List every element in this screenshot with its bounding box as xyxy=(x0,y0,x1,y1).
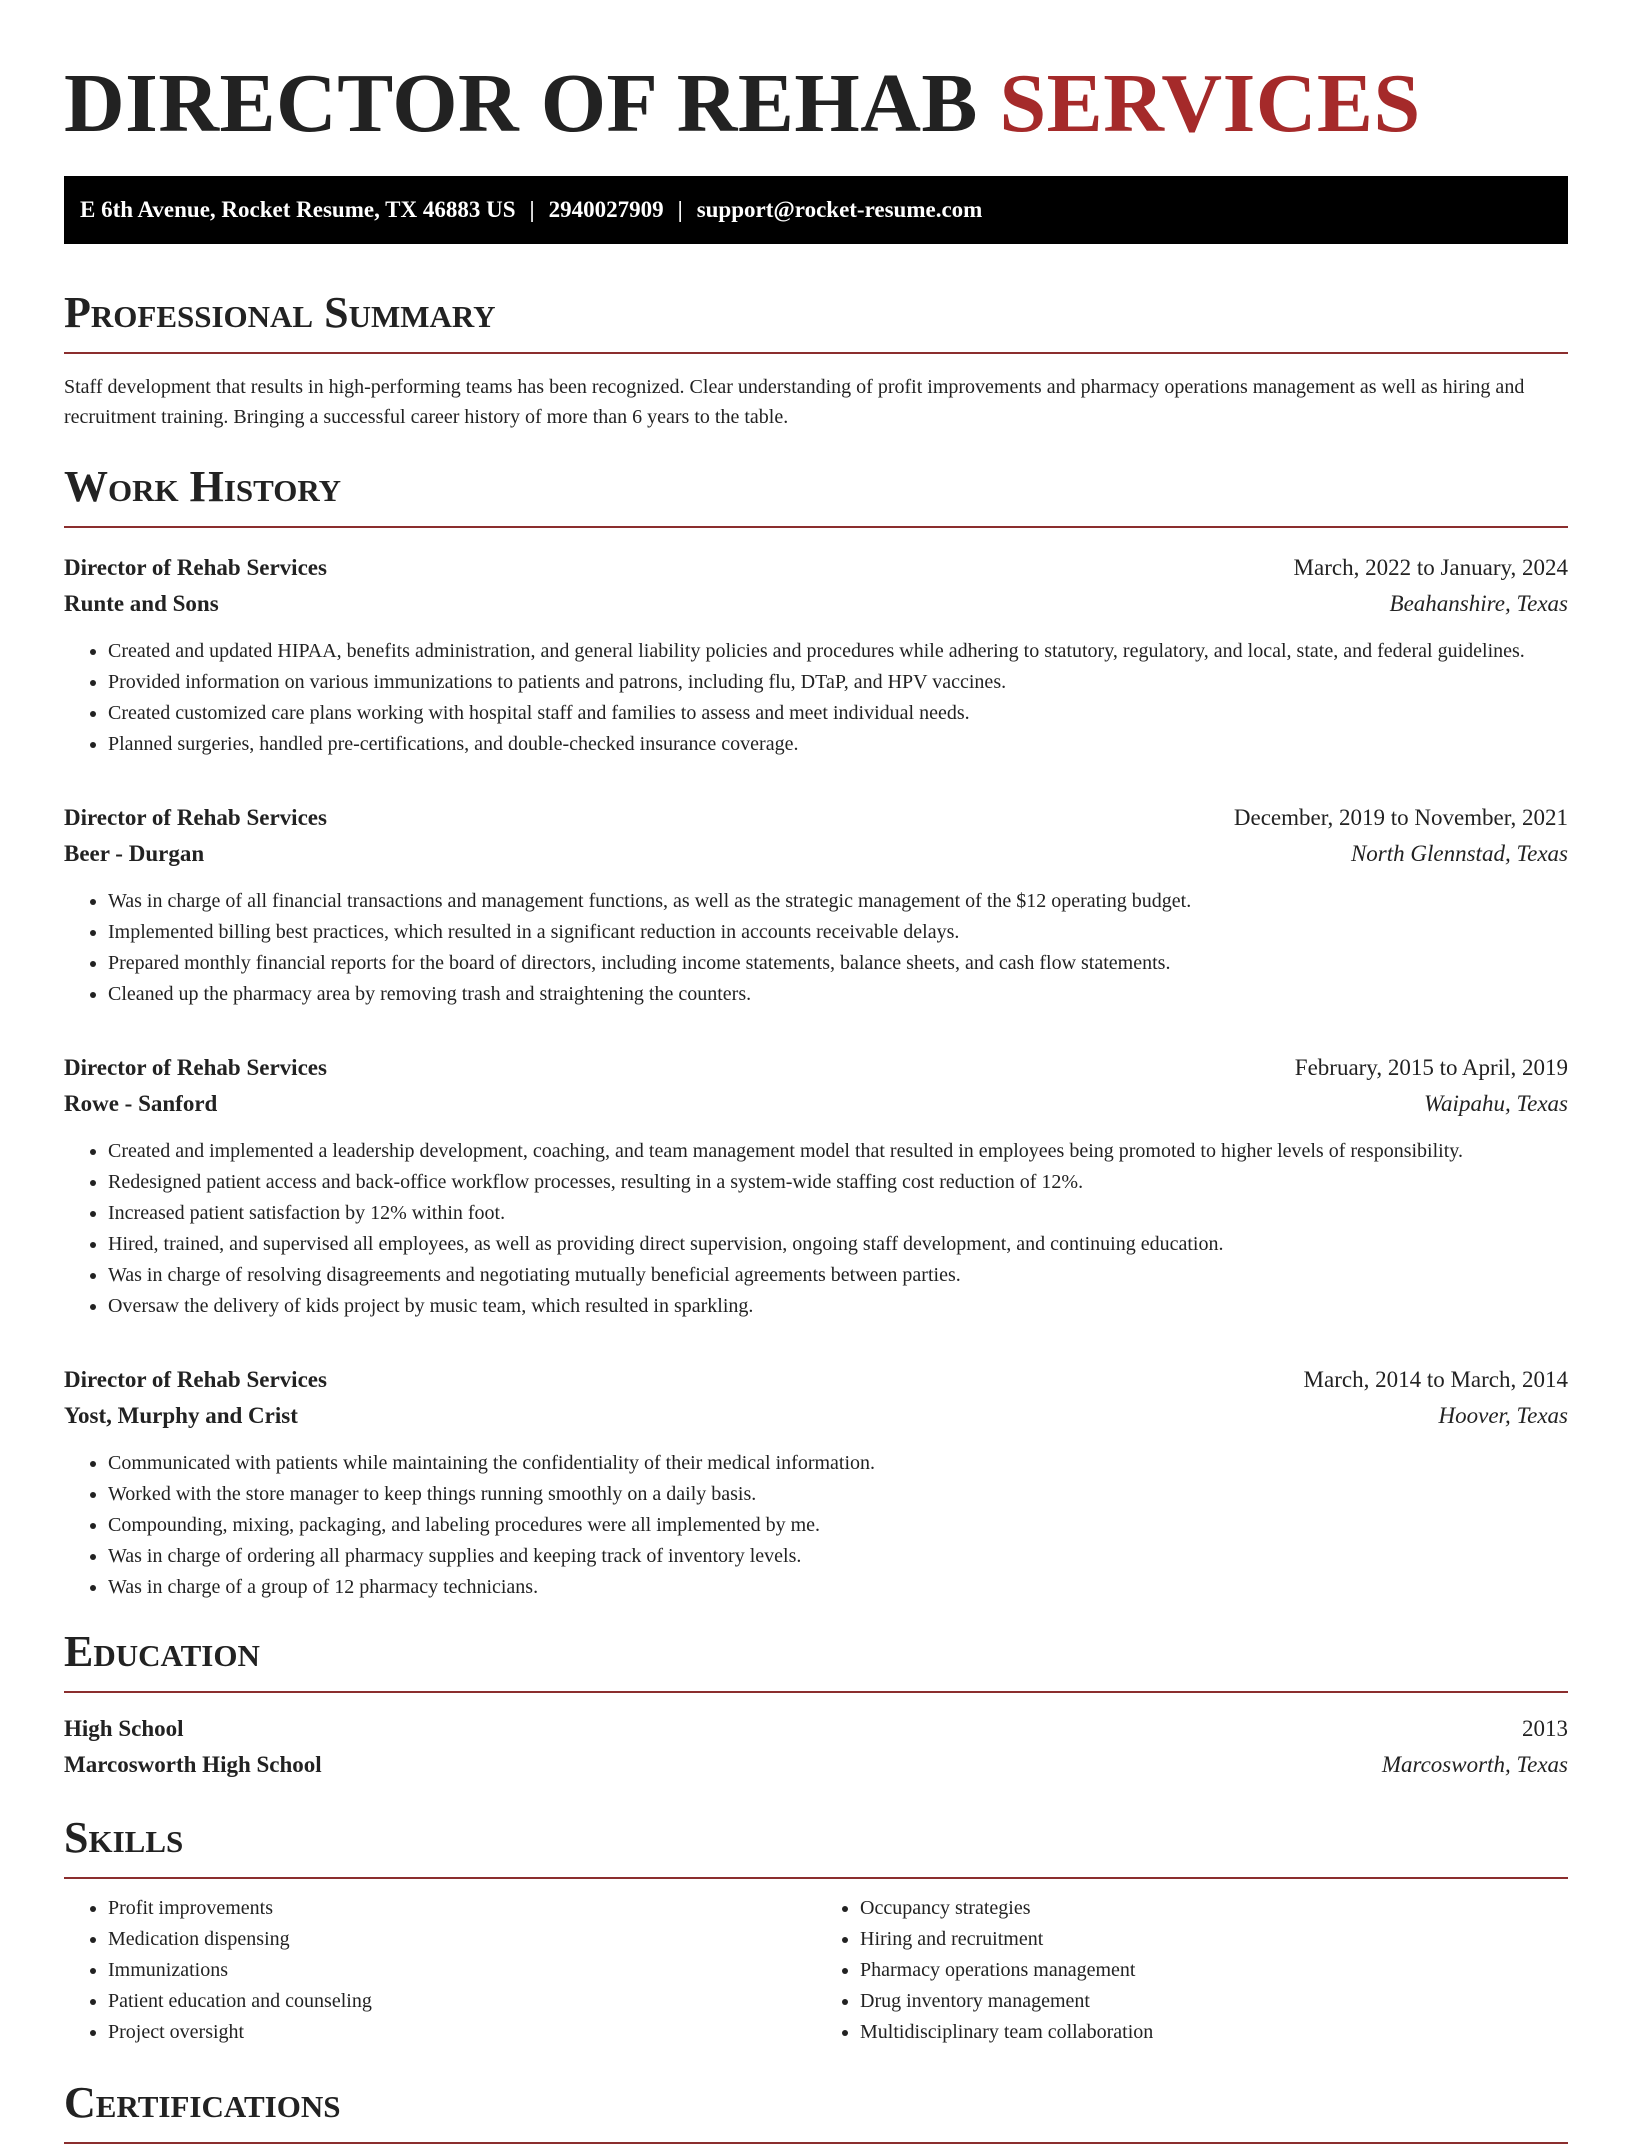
education-school-row xyxy=(64,1747,1568,1783)
job-bullet: • Prepared monthly financial reports for the board of directors, including income statements, balance sheets, and cash flow statements. xyxy=(108,948,1568,979)
title-accent: SERVICES xyxy=(999,57,1421,150)
job-dates: February, 2015 to April, 2019 xyxy=(1294,1055,1568,1080)
job-bullet: • Provided information on various immunizations to patients and patrons, including flu, DTaP, and HPV vaccines. xyxy=(108,667,1568,698)
job-entry xyxy=(64,800,1568,1010)
skills-section xyxy=(64,1813,1568,2048)
job-dates: March, 2022 to January, 2024 xyxy=(1293,555,1568,580)
job-bullets xyxy=(64,886,1568,1010)
job-bullet: • Worked with the store manager to keep things running smoothly on a daily basis. xyxy=(108,1479,1568,1510)
job-title: Director of Rehab Services xyxy=(64,1055,327,1080)
contact-address: E 6th Avenue, Rocket Resume, TX 46883 US xyxy=(80,197,516,222)
job-entry xyxy=(64,1050,1568,1322)
job-bullet: • Created and updated HIPAA, benefits administration, and general liability policies and procedures while adhering to statutory, regulatory, and local, state, and federal guidelines. xyxy=(108,636,1568,667)
contact-bar xyxy=(64,176,1568,244)
contact-separator: | xyxy=(529,197,535,222)
job-bullet: • Was in charge of all financial transactions and management functions, as well as the strategic management of the $12 operating budget. xyxy=(108,886,1568,917)
job-bullet: • Redesigned patient access and back-office workflow processes, resulting in a system-wide staffing cost reduction of 12%. xyxy=(108,1167,1568,1198)
education-section xyxy=(64,1627,1568,1783)
skill-item: • Medication dispensing xyxy=(108,1924,816,1955)
job-company: Yost, Murphy and Crist xyxy=(64,1403,298,1428)
job-bullet: • Was in charge of ordering all pharmacy supplies and keeping track of inventory levels. xyxy=(108,1541,1568,1572)
certifications-section xyxy=(64,2078,1568,2144)
contact-email[interactable]: support@rocket-resume.com xyxy=(696,197,983,222)
job-company-row xyxy=(64,836,1568,872)
work-history-section xyxy=(64,462,1568,1603)
job-company: Runte and Sons xyxy=(64,591,219,616)
job-bullet: • Cleaned up the pharmacy area by removing trash and straightening the counters. xyxy=(108,979,1568,1010)
job-bullets xyxy=(64,1136,1568,1322)
job-company: Beer - Durgan xyxy=(64,841,205,866)
job-company-row xyxy=(64,1086,1568,1122)
job-header-row xyxy=(64,1050,1568,1086)
contact-phone: 2940027909 xyxy=(548,197,664,222)
skill-item: • Project oversight xyxy=(108,2017,816,2048)
job-location: Beahanshire, Texas xyxy=(1389,591,1568,616)
job-title: Director of Rehab Services xyxy=(64,805,327,830)
skills-column-left xyxy=(64,1893,816,2048)
skills-heading: Skills xyxy=(64,1813,1568,1879)
job-bullet: • Increased patient satisfaction by 12% within foot. xyxy=(108,1198,1568,1229)
job-bullet: • Hired, trained, and supervised all employees, as well as providing direct supervision, ongoing staff development, and continuing education. xyxy=(108,1229,1568,1260)
job-bullet: • Planned surgeries, handled pre-certifications, and double-checked insurance coverage. xyxy=(108,729,1568,760)
job-company-row xyxy=(64,1398,1568,1434)
resume-page xyxy=(64,56,1568,2144)
education-degree-row xyxy=(64,1711,1568,1747)
education-school: Marcosworth High School xyxy=(64,1752,322,1777)
job-bullet: • Created and implemented a leadership development, coaching, and team management model that resulted in employees being promoted to higher levels of responsibility. xyxy=(108,1136,1568,1167)
education-year: 2013 xyxy=(1522,1716,1568,1741)
certifications-heading: Certifications xyxy=(64,2078,1568,2144)
job-bullet: • Communicated with patients while maintaining the confidentiality of their medical information. xyxy=(108,1448,1568,1479)
skills-grid xyxy=(64,1893,1568,2048)
summary-text: Staff development that results in high-performing teams has been recognized. Clear understanding of profit improvements and pharmacy operations management as well as hiring and recruitment training. Bringing a successful career history of more than 6 years to the table. xyxy=(64,376,1525,428)
job-title: Director of Rehab Services xyxy=(64,555,327,580)
job-bullets xyxy=(64,636,1568,760)
job-location: North Glennstad, Texas xyxy=(1350,841,1568,866)
job-title: Director of Rehab Services xyxy=(64,1367,327,1392)
skill-item: • Pharmacy operations management xyxy=(860,1955,1568,1986)
job-dates: December, 2019 to November, 2021 xyxy=(1233,805,1568,830)
job-bullet: • Implemented billing best practices, which resulted in a significant reduction in accounts receivable delays. xyxy=(108,917,1568,948)
summary-section xyxy=(64,288,1568,432)
skill-item: • Hiring and recruitment xyxy=(860,1924,1568,1955)
job-entry xyxy=(64,1362,1568,1603)
skill-item: • Immunizations xyxy=(108,1955,816,1986)
skill-item: • Occupancy strategies xyxy=(860,1893,1568,1924)
job-company-row xyxy=(64,586,1568,622)
job-bullet: • Was in charge of resolving disagreements and negotiating mutually beneficial agreements between parties. xyxy=(108,1260,1568,1291)
job-bullet: • Was in charge of a group of 12 pharmacy technicians. xyxy=(108,1572,1568,1603)
job-header-row xyxy=(64,550,1568,586)
summary-heading: Professional Summary xyxy=(64,288,1568,354)
work-history-heading: Work History xyxy=(64,462,1568,528)
education-location: Marcosworth, Texas xyxy=(1381,1752,1568,1777)
education-entry xyxy=(64,1711,1568,1783)
job-header-row xyxy=(64,1362,1568,1398)
job-company: Rowe - Sanford xyxy=(64,1091,218,1116)
skill-item: • Multidisciplinary team collaboration xyxy=(860,2017,1568,2048)
skill-item: • Profit improvements xyxy=(108,1893,816,1924)
job-bullets xyxy=(64,1448,1568,1603)
job-header-row xyxy=(64,800,1568,836)
skills-column-right xyxy=(816,1893,1568,2048)
job-bullet: • Oversaw the delivery of kids project by music team, which resulted in sparkling. xyxy=(108,1291,1568,1322)
title-main: DIRECTOR OF REHAB xyxy=(64,57,978,150)
skill-item: • Patient education and counseling xyxy=(108,1986,816,2017)
job-entry xyxy=(64,550,1568,760)
job-location: Waipahu, Texas xyxy=(1424,1091,1568,1116)
job-bullet: • Compounding, mixing, packaging, and labeling procedures were all implemented by me. xyxy=(108,1510,1568,1541)
education-degree: High School xyxy=(64,1716,184,1741)
job-location: Hoover, Texas xyxy=(1438,1403,1568,1428)
job-bullet: • Created customized care plans working with hospital staff and families to assess and meet individual needs. xyxy=(108,698,1568,729)
resume-title xyxy=(64,56,1568,152)
skill-item: • Drug inventory management xyxy=(860,1986,1568,2017)
education-heading: Education xyxy=(64,1627,1568,1693)
job-dates: March, 2014 to March, 2014 xyxy=(1303,1367,1568,1392)
contact-separator: | xyxy=(677,197,683,222)
